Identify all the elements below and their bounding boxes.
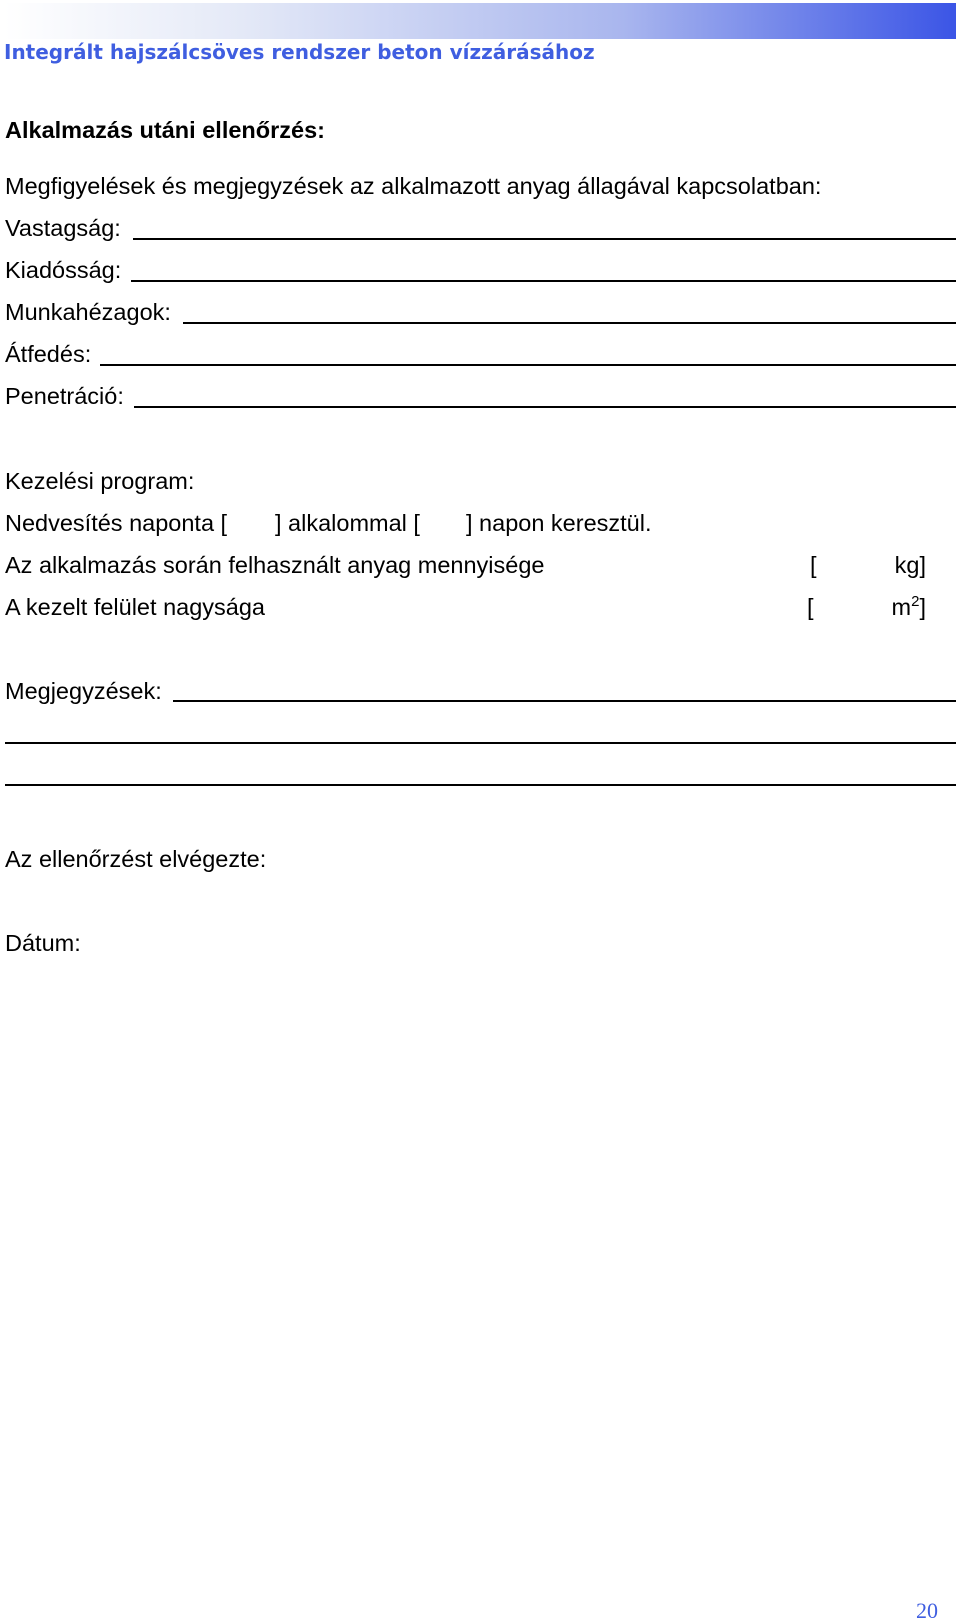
material-quantity-label: Az alkalmazás során felhasznált anyag mennyisége [5, 552, 545, 578]
field-line-penetration[interactable] [134, 406, 956, 408]
inspector-label: Az ellenőrzést elvégezte: [5, 846, 267, 872]
field-label-penetration: Penetráció: [5, 383, 124, 409]
date-label: Dátum: [5, 930, 81, 956]
wetting-text-3: ] napon keresztül. [466, 510, 652, 536]
notes-line-1[interactable] [173, 700, 956, 702]
field-line-joints[interactable] [183, 322, 956, 324]
material-quantity-unit: kg] [894, 552, 926, 578]
wetting-text-1: Nedvesítés naponta [ [5, 510, 228, 536]
page-number: 20 [916, 1598, 938, 1623]
surface-area-bracket: [ [807, 594, 814, 620]
field-label-coverage: Kiadósság: [5, 257, 122, 283]
field-label-overlap: Átfedés: [5, 341, 92, 367]
notes-label: Megjegyzések: [5, 678, 162, 704]
field-line-thickness[interactable] [133, 238, 956, 240]
material-quantity-bracket: [ [810, 552, 817, 578]
field-line-overlap[interactable] [100, 364, 956, 366]
header-gradient-bar [4, 3, 956, 39]
field-line-coverage[interactable] [131, 280, 956, 282]
section-heading: Alkalmazás utáni ellenőrzés: [5, 117, 325, 143]
treatment-heading: Kezelési program: [5, 468, 195, 494]
surface-area-label: A kezelt felület nagysága [5, 594, 265, 620]
field-label-thickness: Vastagság: [5, 215, 121, 241]
observations-intro: Megfigyelések és megjegyzések az alkalmazott anyag állagával kapcsolatban: [5, 173, 822, 199]
notes-line-3[interactable] [5, 784, 956, 786]
field-label-joints: Munkahézagok: [5, 299, 171, 325]
notes-line-2[interactable] [5, 742, 956, 744]
wetting-text-2: ] alkalommal [ [275, 510, 420, 536]
document-title: Integrált hajszálcsöves rendszer beton vízzárásához [4, 40, 595, 64]
surface-area-unit: $m^2$] [891, 593, 926, 620]
